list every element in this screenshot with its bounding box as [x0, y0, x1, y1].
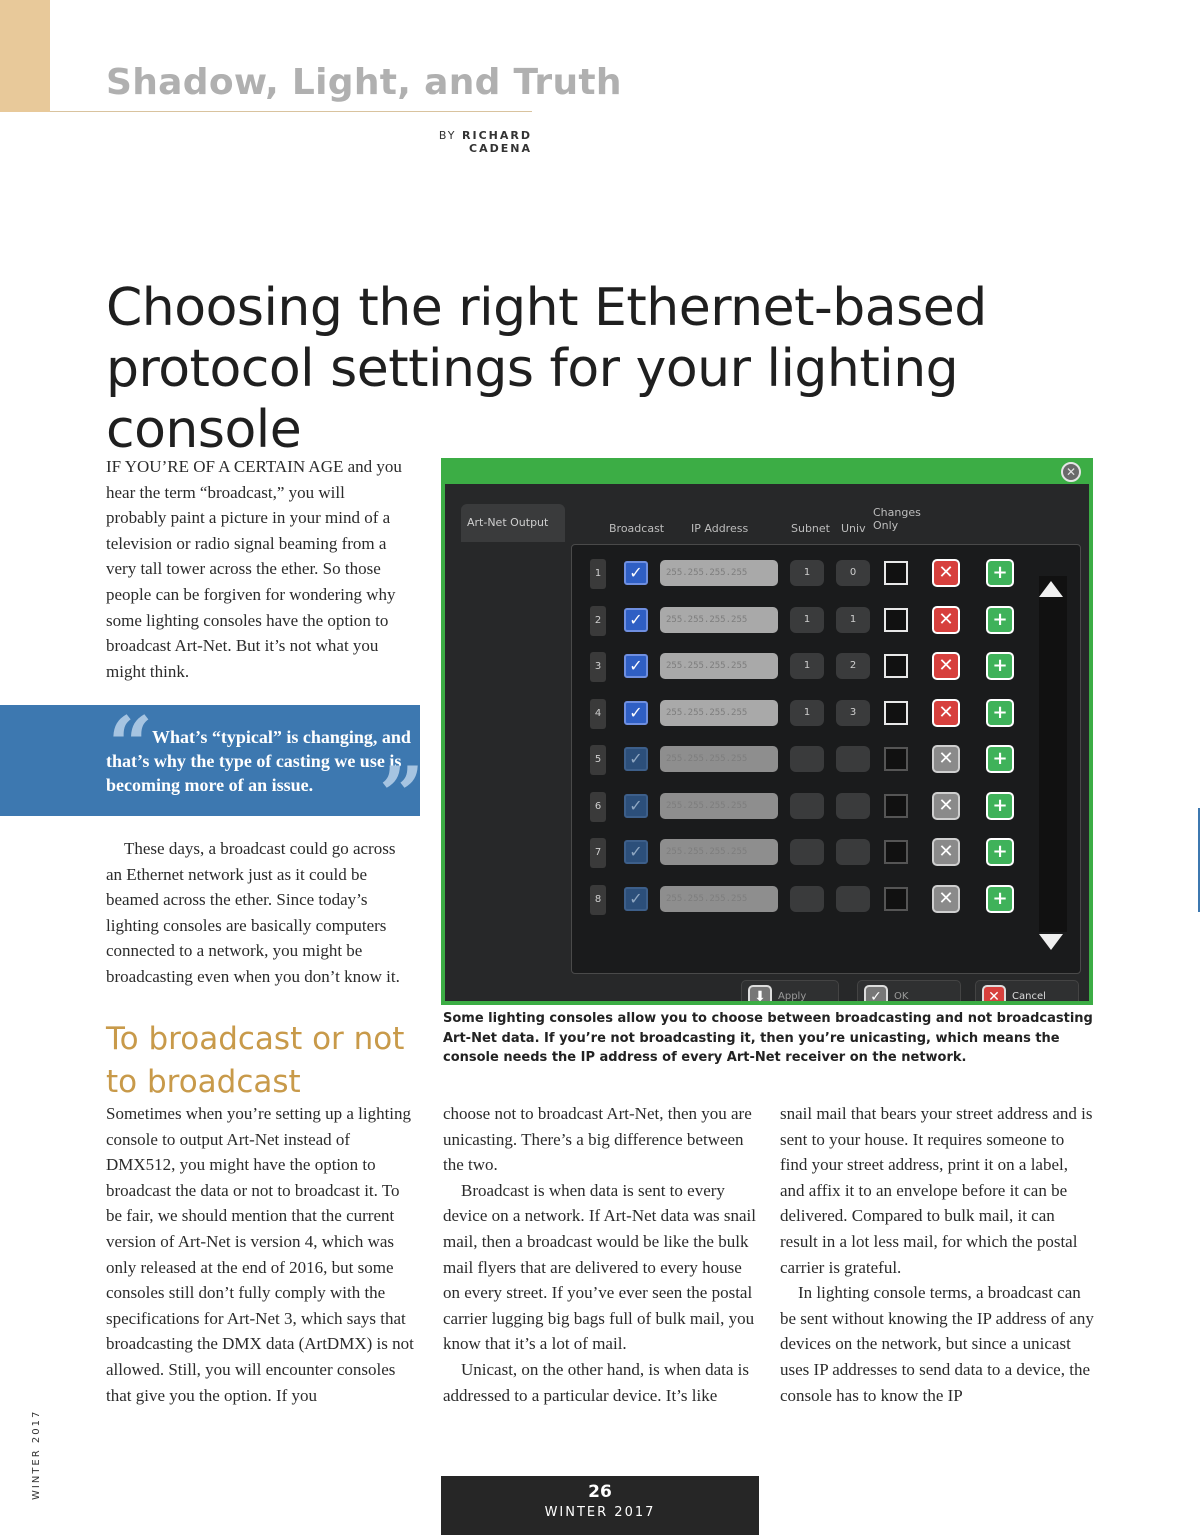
broadcast-checkbox: ✓	[624, 794, 648, 818]
add-row-icon: +	[986, 885, 1014, 913]
changes-only-checkbox	[884, 701, 908, 725]
delete-row-icon: ✕	[932, 606, 960, 634]
changes-only-checkbox	[884, 747, 908, 771]
author-name: RICHARD CADENA	[462, 129, 532, 155]
check-icon: ✓	[864, 985, 888, 1001]
universe-field	[836, 839, 870, 865]
column-1-lower	[106, 1101, 416, 1408]
pull-quote	[0, 700, 424, 841]
paragraph: Broadcast is when data is sent to every device on a network. If Art-Net data was snail mail, then a broadcast would be like the bulk mail flyers that are delivered to every house on every street. If you’ve ever seen the postal carrier lugging big bags full of bulk mail, you know that it’s a lot of mail.	[443, 1180, 756, 1354]
ip-address-field: 255.255.255.255	[660, 653, 778, 679]
ip-address-field: 255.255.255.255	[660, 746, 778, 772]
universe-field: 0	[836, 560, 870, 586]
column-3	[780, 1101, 1094, 1408]
delete-row-icon: ✕	[932, 745, 960, 773]
paragraph: These days, a broadcast could go across an Ethernet network just as it could be beamed across the ether. Since today’s lighting consoles are basically computers connected to a network, you might be broadcasting even when you don’t know it.	[106, 839, 400, 986]
row-number: 4	[590, 699, 606, 729]
subnet-field	[790, 746, 824, 772]
subnet-field	[790, 886, 824, 912]
ip-address-field: 255.255.255.255	[660, 700, 778, 726]
row-number: 3	[590, 652, 606, 682]
tab-art-net-output: Art-Net Output	[461, 504, 565, 542]
delete-row-icon: ✕	[932, 559, 960, 587]
broadcast-checkbox: ✓	[624, 701, 648, 725]
close-quote-icon: ”	[379, 750, 424, 841]
cancel-button: ✕ Cancel	[975, 980, 1079, 1001]
broadcast-checkbox: ✓	[624, 608, 648, 632]
scroll-up-icon	[1039, 581, 1063, 597]
column-1-upper	[106, 836, 410, 990]
changes-only-checkbox	[884, 561, 908, 585]
section-tab-band	[0, 0, 50, 112]
paragraph: Unicast, on the other hand, is when data is addressed to a particular device. It’s like	[443, 1359, 749, 1405]
header-broadcast: Broadcast	[609, 522, 665, 535]
ip-address-field: 255.255.255.255	[660, 839, 778, 865]
universe-field: 1	[836, 607, 870, 633]
subnet-field	[790, 839, 824, 865]
subnet-field	[790, 793, 824, 819]
universe-row	[572, 788, 1052, 828]
universe-row	[572, 834, 1052, 874]
universe-field	[836, 886, 870, 912]
byline	[386, 129, 532, 155]
broadcast-checkbox: ✓	[624, 654, 648, 678]
add-row-icon: +	[986, 606, 1014, 634]
ip-address-field: 255.255.255.255	[660, 793, 778, 819]
paragraph: In lighting console terms, a broadcast can be sent without knowing the IP address of any devices on the network, but since a unicast uses IP addresses to send data to a device, the console has to know the IP	[780, 1283, 1094, 1405]
column-2	[443, 1101, 757, 1408]
intro-column	[106, 454, 408, 684]
universe-row	[572, 741, 1052, 781]
subhead: To broadcast or not to broadcast	[106, 1021, 405, 1100]
changes-only-checkbox	[884, 608, 908, 632]
ok-button: ✓ OK	[857, 980, 961, 1001]
scroll-down-icon	[1039, 934, 1063, 950]
row-number: 2	[590, 606, 606, 636]
subnet-field: 1	[790, 607, 824, 633]
broadcast-checkbox: ✓	[624, 747, 648, 771]
paragraph: choose not to broadcast Art-Net, then you are unicasting. There’s a big difference between the two.	[443, 1104, 752, 1175]
ip-address-field: 255.255.255.255	[660, 607, 778, 633]
ip-address-field: 255.255.255.255	[660, 886, 778, 912]
header-rule	[50, 111, 532, 112]
intro-paragraph: IF YOU’RE OF A CERTAIN AGE and you hear the term “broadcast,” you will probably paint a picture in your mind of a television or radio signal beaming from a very tall tower across the ether. So those people can be forgiven for wondering why some lighting consoles have the option to broadcast Art-Net. But it’s not what you might think.	[106, 457, 402, 681]
console-screenshot	[441, 458, 1093, 1005]
row-number: 5	[590, 745, 606, 775]
byline-by: BY	[438, 129, 457, 142]
universe-row	[572, 695, 1052, 735]
series-title: Shadow, Light, and Truth	[106, 62, 622, 103]
figure-caption: Some lighting consoles allow you to choose between broadcasting and not broadcasting Art-Net data. If you’re not broadcasting it, then you’re unicasting, which means the console needs the IP address of every Art-Net receiver on the network.	[443, 1011, 1093, 1065]
paragraph: Sometimes when you’re setting up a lighting console to output Art-Net instead of DMX512, you might have the option to broadcast the data or not to broadcast it. To be fair, we should mention that the current version of Art-Net is version 4, which was only released at the end of 2016, but some consoles still don’t fully comply with the specifications for Art-Net 3, which says that broadcasting the DMX data (ArtDMX) is not allowed. Still, you will encounter consoles that give you the option. If you	[106, 1104, 414, 1405]
universe-field	[836, 746, 870, 772]
pull-quote-words: What’s “typical” is changing, and that’s why the type of casting we use is becoming more of an issue.	[106, 727, 411, 795]
universe-field: 3	[836, 700, 870, 726]
close-icon: ✕	[1061, 462, 1081, 482]
changes-only-checkbox	[884, 840, 908, 864]
scrollbar	[1039, 576, 1067, 932]
row-number: 6	[590, 792, 606, 822]
changes-only-checkbox	[884, 654, 908, 678]
apply-button: ⬇ Apply	[741, 980, 839, 1001]
ip-address-field: 255.255.255.255	[660, 560, 778, 586]
headline: Choosing the right Ethernet-based protocol settings for your lighting console	[106, 278, 987, 460]
delete-row-icon: ✕	[932, 838, 960, 866]
subnet-field: 1	[790, 700, 824, 726]
header-univ: Univ	[841, 522, 866, 535]
paragraph: snail mail that bears your street address and is sent to your house. It requires someone to find your street address, print it on a label, and affix it to an envelope before it can be delivered. Compared to bulk mail, it can result in a lot less mail, for which the postal carrier is grateful.	[780, 1104, 1093, 1277]
download-icon: ⬇	[748, 985, 772, 1001]
row-number: 8	[590, 885, 606, 915]
add-row-icon: +	[986, 559, 1014, 587]
open-quote-icon: “	[108, 700, 153, 791]
page-number: 26	[588, 1482, 612, 1502]
universe-list	[571, 544, 1081, 974]
header-ip-address: IP Address	[691, 522, 749, 535]
universe-field: 2	[836, 653, 870, 679]
issue-label: WINTER 2017	[544, 1505, 656, 1520]
changes-only-checkbox	[884, 794, 908, 818]
row-number: 7	[590, 838, 606, 868]
universe-row	[572, 881, 1052, 921]
pull-quote-text	[106, 725, 412, 797]
subnet-field: 1	[790, 560, 824, 586]
delete-row-icon: ✕	[932, 885, 960, 913]
delete-row-icon: ✕	[932, 652, 960, 680]
broadcast-checkbox: ✓	[624, 840, 648, 864]
add-row-icon: +	[986, 838, 1014, 866]
delete-row-icon: ✕	[932, 792, 960, 820]
add-row-icon: +	[986, 652, 1014, 680]
broadcast-checkbox: ✓	[624, 887, 648, 911]
delete-row-icon: ✕	[932, 699, 960, 727]
universe-field	[836, 793, 870, 819]
issue-side-label: WINTER 2017	[31, 1409, 42, 1500]
page-footer	[441, 1476, 759, 1535]
universe-row	[572, 602, 1052, 642]
console-window	[445, 484, 1089, 1001]
add-row-icon: +	[986, 792, 1014, 820]
broadcast-checkbox: ✓	[624, 561, 648, 585]
row-number: 1	[590, 559, 606, 589]
universe-row	[572, 648, 1052, 688]
universe-row	[572, 555, 1052, 595]
changes-only-checkbox	[884, 887, 908, 911]
header-subnet: Subnet	[791, 522, 830, 535]
add-row-icon: +	[986, 745, 1014, 773]
add-row-icon: +	[986, 699, 1014, 727]
header-changes-only: Changes Only	[873, 506, 921, 532]
subnet-field: 1	[790, 653, 824, 679]
cancel-icon: ✕	[982, 985, 1006, 1001]
